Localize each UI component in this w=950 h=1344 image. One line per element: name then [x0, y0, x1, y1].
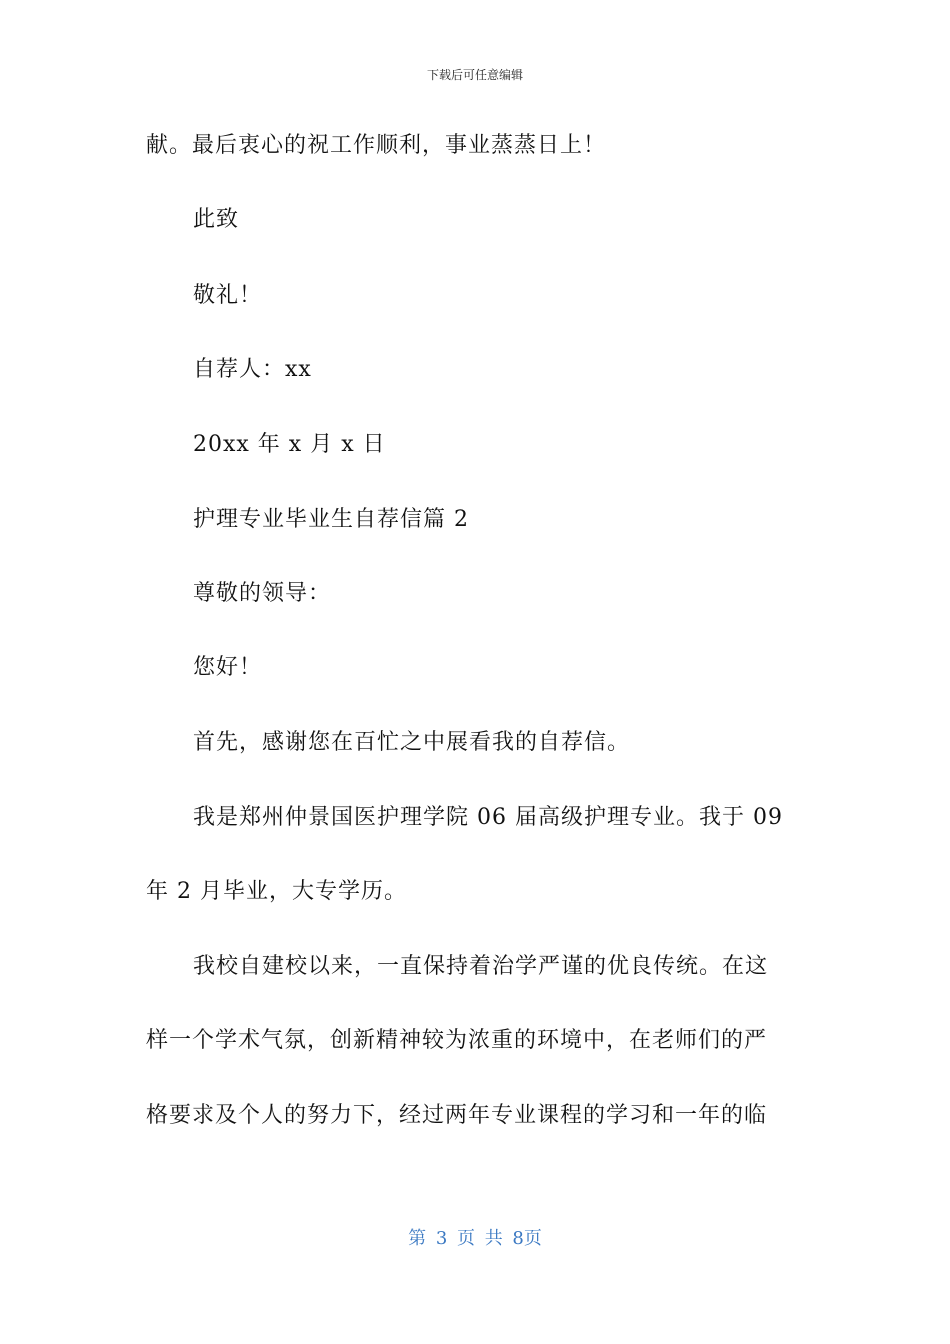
body-line-8: 您好！ — [193, 655, 263, 680]
body-line-9: 首先，感谢您在百忙之中展看我的自荐信。 — [193, 730, 631, 755]
body-line-10: 我是郑州仲景国医护理学院 06 届高级护理专业。我于 09 — [193, 805, 783, 830]
body-line-5: 20xx 年 x 月 x 日 — [193, 432, 386, 457]
body-line-14: 格要求及个人的努力下，经过两年专业课程的学习和一年的临 — [146, 1103, 768, 1128]
body-line-1: 献。最后衷心的祝工作顺利，事业蒸蒸日上！ — [146, 133, 607, 158]
body-line-4: 自荐人：xx — [193, 357, 312, 382]
body-line-12: 我校自建校以来，一直保持着治学严谨的优良传统。在这 — [193, 954, 769, 979]
body-line-3: 敬礼！ — [193, 283, 263, 308]
body-line-13: 样一个学术气氛，创新精神较为浓重的环境中，在老师们的严 — [146, 1028, 768, 1053]
body-line-11: 年 2 月毕业，大专学历。 — [146, 879, 407, 904]
body-line-7: 尊敬的领导： — [193, 581, 332, 606]
body-line-6: 护理专业毕业生自荐信篇 2 — [193, 507, 469, 532]
body-line-2: 此致 — [193, 207, 240, 232]
page-header: 下载后可任意编辑 — [426, 68, 523, 82]
page-footer: 第 3 页 共 8页 — [408, 1228, 542, 1249]
